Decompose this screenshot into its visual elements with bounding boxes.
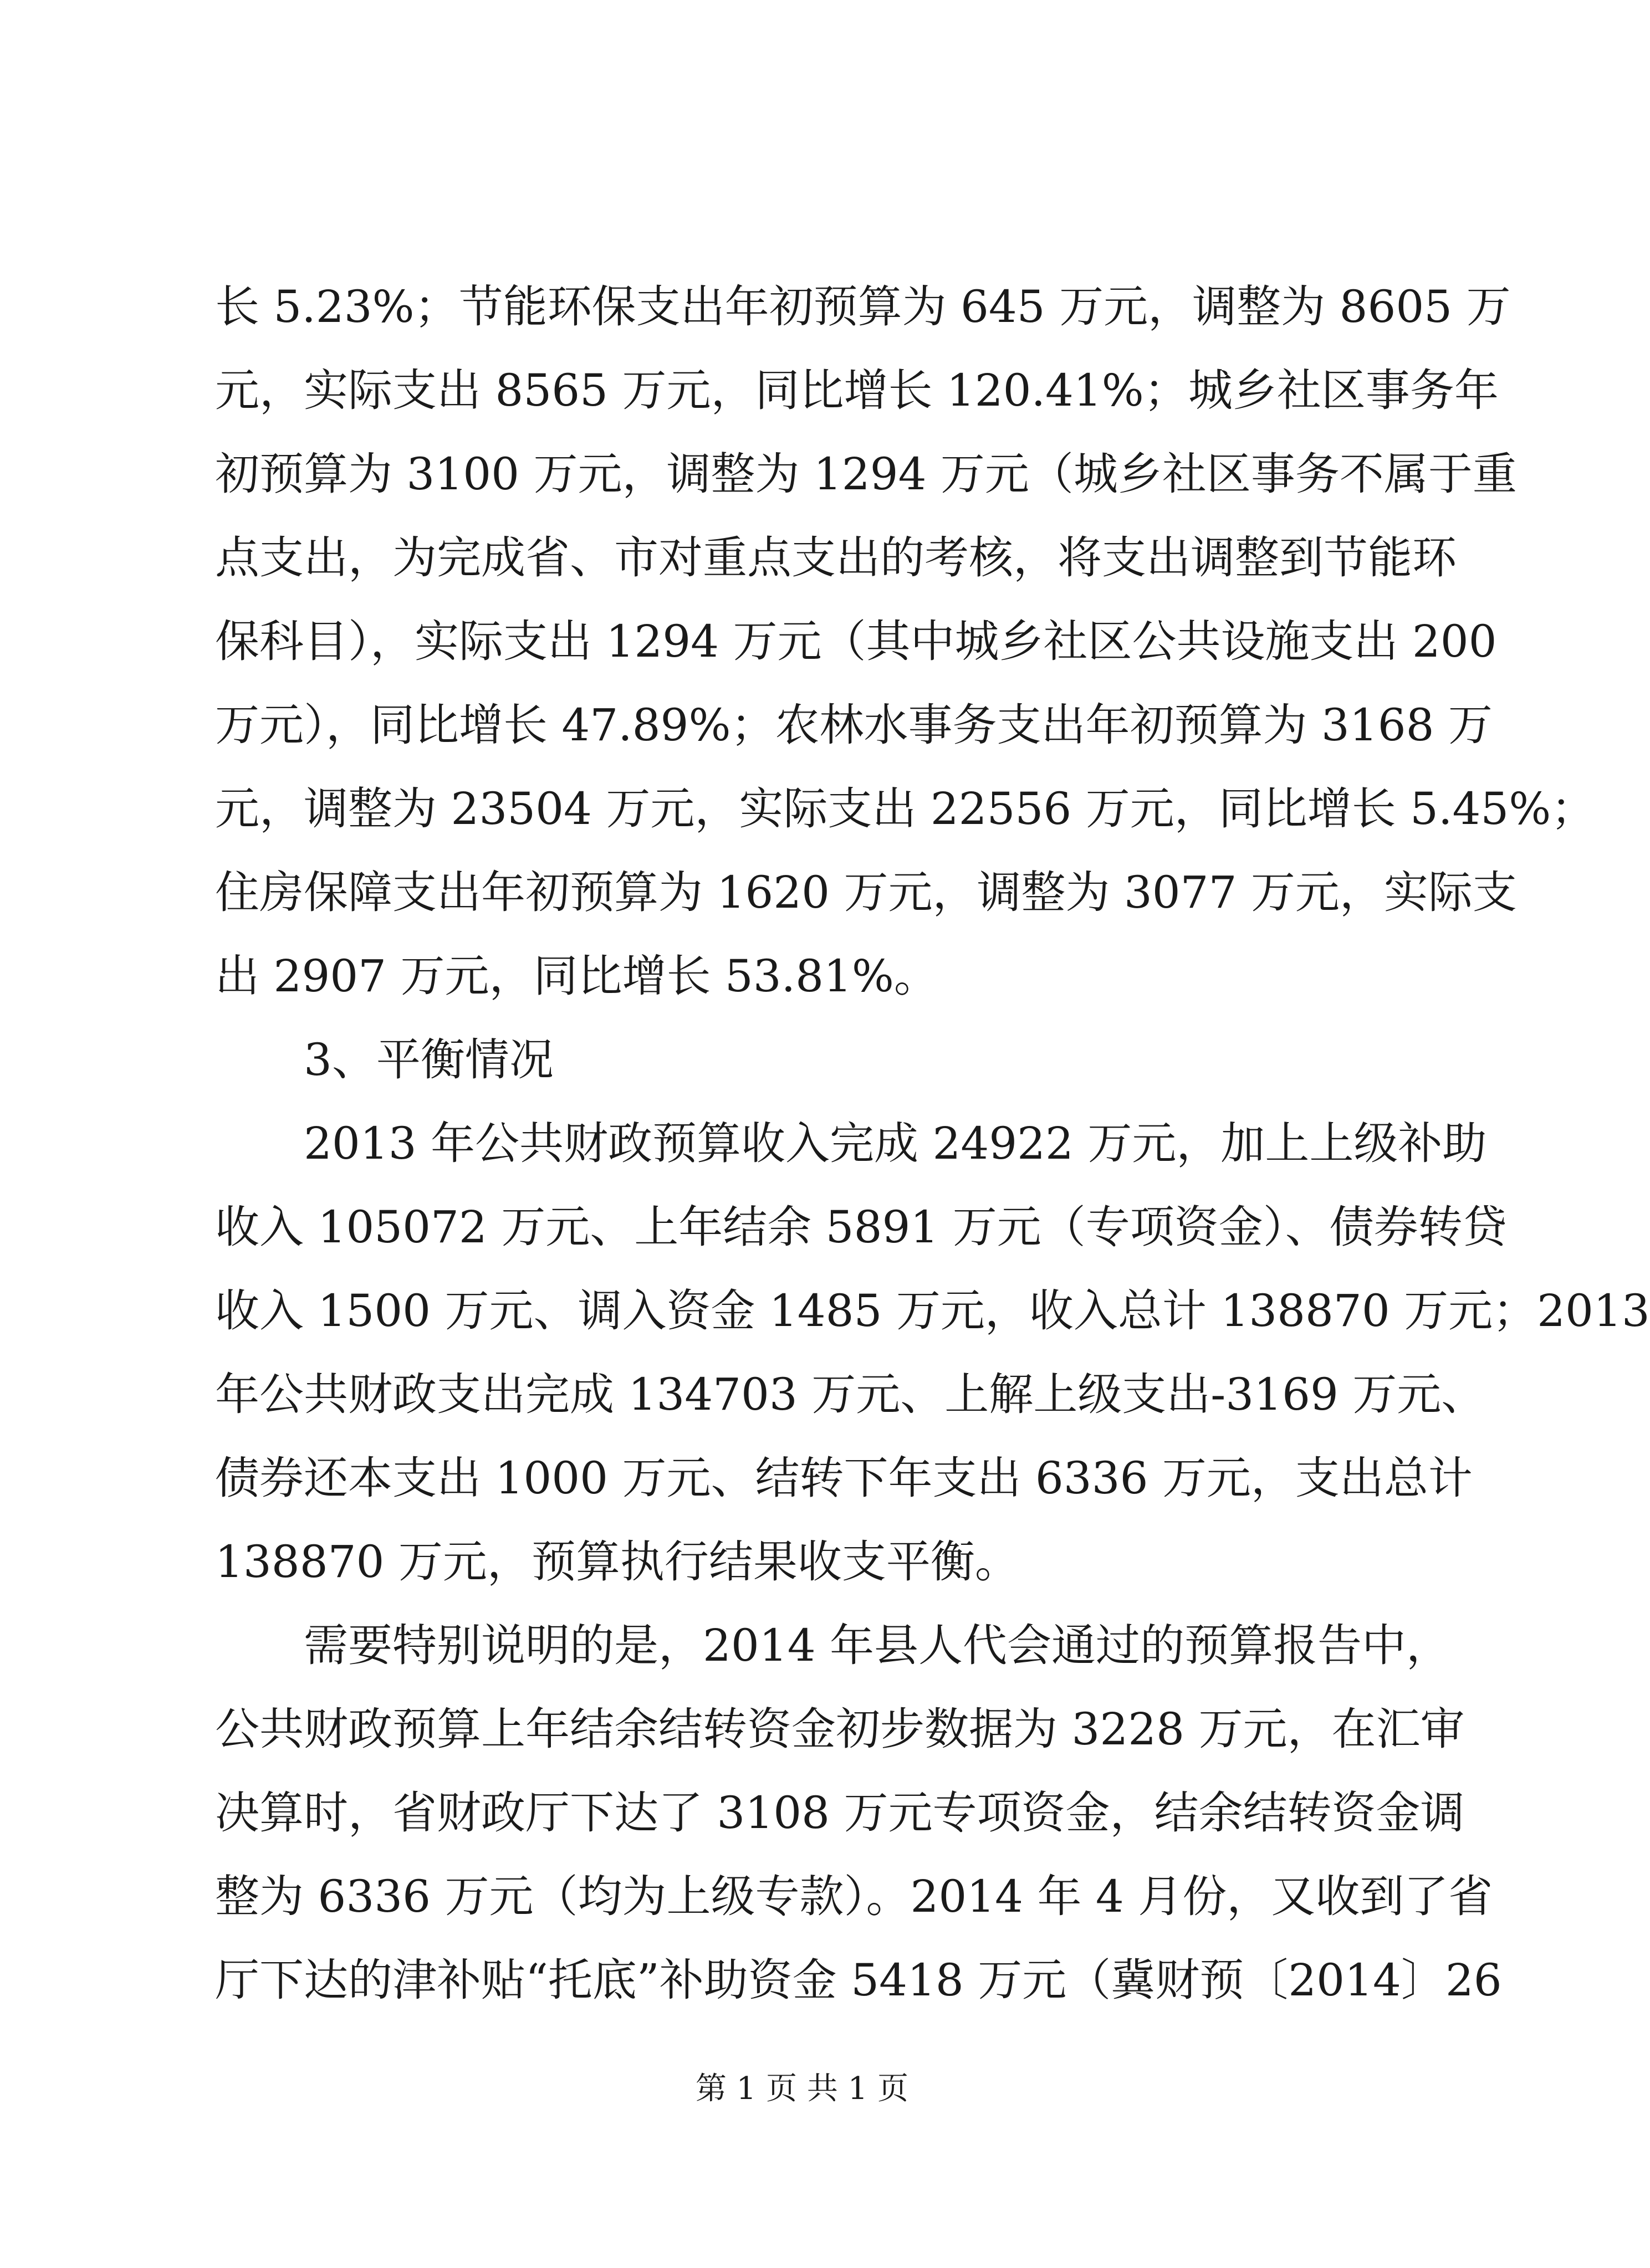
text-line: 收入 1500 万元、调入资金 1485 万元，收入总计 138870 万元；2013 — [215, 1285, 1650, 1337]
text-line: 2013 年公共财政预算收入完成 24922 万元，加上上级补助 — [304, 1118, 1487, 1169]
page-number: 第 1 页 共 1 页 — [695, 2071, 909, 2107]
text-line: 长 5.23%；节能环保支出年初预算为 645 万元，调整为 8605 万 — [215, 281, 1511, 332]
text-line: 出 2907 万元，同比增长 53.81%。 — [215, 950, 938, 1002]
text-line: 整为 6336 万元（均为上级专款）。2014 年 4 月份，又收到了省 — [215, 1871, 1493, 1922]
text-line: 住房保障支出年初预算为 1620 万元，调整为 3077 万元，实际支 — [215, 867, 1517, 918]
section-heading: 3、平衡情况 — [304, 1034, 554, 1086]
text-line: 保科目），实际支出 1294 万元（其中城乡社区公共设施支出 200 — [215, 616, 1497, 667]
text-line: 138870 万元，预算执行结果收支平衡。 — [215, 1536, 1019, 1588]
text-line: 年公共财政支出完成 134703 万元、上解上级支出-3169 万元、 — [215, 1369, 1486, 1420]
text-line: 收入 105072 万元、上年结余 5891 万元（专项资金）、债券转贷 — [215, 1201, 1507, 1253]
document-body — [215, 265, 1650, 2022]
text-line: 初预算为 3100 万元，调整为 1294 万元（城乡社区事务不属于重 — [215, 448, 1517, 500]
text-line: 元，调整为 23504 万元，实际支出 22556 万元，同比增长 5.45%； — [215, 783, 1596, 834]
text-line: 万元），同比增长 47.89%；农林水事务支出年初预算为 3168 万 — [215, 699, 1493, 751]
text-line: 公共财政预算上年结余结转资金初步数据为 3228 万元，在汇审 — [215, 1703, 1465, 1755]
text-line: 需要特别说明的是，2014 年县人代会通过的预算报告中， — [304, 1620, 1451, 1671]
text-line: 点支出，为完成省、市对重点支出的考核，将支出调整到节能环 — [215, 532, 1457, 583]
text-line: 厅下达的津补贴“托底”补助资金 5418 万元（冀财预〔2014〕26 — [215, 1954, 1502, 2006]
text-line: 元，实际支出 8565 万元，同比增长 120.41%；城乡社区事务年 — [215, 365, 1499, 416]
page-footer — [0, 2067, 1604, 2111]
text-line: 决算时，省财政厅下达了 3108 万元专项资金，结余结转资金调 — [215, 1787, 1465, 1839]
text-line: 债券还本支出 1000 万元、结转下年支出 6336 万元，支出总计 — [215, 1452, 1473, 1504]
